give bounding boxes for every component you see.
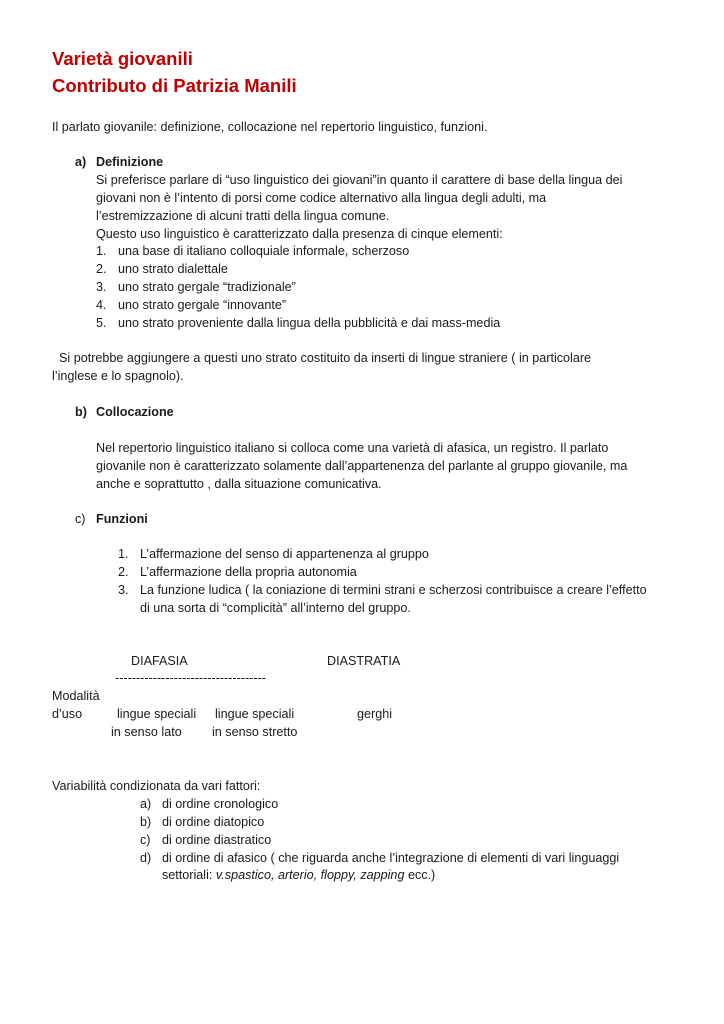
list-item-number: 1. [118, 547, 129, 561]
list-item-number: 3. [96, 280, 107, 294]
list-item-continuation: di una sorta di “complicità” all’interno del gruppo. [140, 601, 411, 615]
list-item-marker: a) [140, 797, 152, 811]
list-item-text: uno strato dialettale [118, 262, 228, 276]
list-item-text: di ordine di afasico ( che riguarda anche l’integrazione di elementi di vari linguaggi [162, 851, 620, 865]
list-item-number: 2. [96, 262, 107, 276]
diastratia-label: DIASTRATIA [327, 654, 401, 668]
list-item-text: uno strato gergale “innovante” [118, 298, 287, 312]
extra-note-line: Si potrebbe aggiungere a questi uno strato costituito da inserti di lingue straniere ( in particolare [59, 351, 592, 365]
continuation-prefix: settoriali: [162, 868, 216, 882]
duso-label: d’uso [52, 707, 83, 721]
variability-heading: Variabilità condizionata da vari fattori: [52, 779, 261, 793]
list-item-text: uno strato proveniente dalla lingua della pubblicità e dai mass-media [118, 316, 501, 330]
lingue-speciali-2: lingue speciali [215, 707, 295, 721]
list-item-text: di ordine diatopico [162, 815, 265, 829]
lingue-speciali-1: lingue speciali [117, 707, 197, 721]
section-a-marker: a) [75, 155, 87, 169]
section-b-para-line: anche e soprattutto , dalla situazione comunicativa. [96, 477, 382, 491]
list-item-number: 4. [96, 298, 107, 312]
list-item-number: 1. [96, 244, 107, 258]
list-item-number: 5. [96, 316, 107, 330]
list-item-marker: b) [140, 815, 152, 829]
section-a-para-line: Questo uso linguistico è caratterizzato dalla presenza di cinque elementi: [96, 227, 503, 241]
section-b-heading: Collocazione [96, 405, 174, 419]
section-c-heading: Funzioni [96, 512, 148, 526]
section-b-para-line: Nel repertorio linguistico italiano si colloca come una varietà di afasica, un registro. Il parlato [96, 441, 609, 455]
section-b-para-line: giovanile non è caratterizzato solamente dall’appartenenza del parlante al gruppo giovanile, ma [96, 459, 628, 473]
continuation-suffix: ecc.) [404, 868, 436, 882]
list-item-text: La funzione ludica ( la coniazione di termini strani e scherzosi contribuisce a creare l’effetto [140, 583, 647, 597]
list-item-text: di ordine cronologico [162, 797, 279, 811]
senso-stretto-label: in senso stretto [212, 725, 298, 739]
list-item-continuation [162, 867, 435, 885]
diafasia-label: DIAFASIA [131, 654, 188, 668]
intro-text: Il parlato giovanile: definizione, collocazione nel repertorio linguistico, funzioni. [52, 120, 488, 134]
title-line-1: Varietà giovanili [52, 48, 193, 69]
title-line-2: Contributo di Patrizia Manili [52, 75, 297, 96]
list-item-marker: d) [140, 851, 152, 865]
list-item-marker: c) [140, 833, 151, 847]
section-a-para-line: l’estremizzazione di alcuni tratti della lingua comune. [96, 209, 390, 223]
list-item-text: uno strato gergale “tradizionale” [118, 280, 296, 294]
section-a-heading: Definizione [96, 155, 164, 169]
list-item-number: 2. [118, 565, 129, 579]
extra-note-line: l’inglese e lo spagnolo). [52, 369, 184, 383]
senso-lato-label: in senso lato [111, 725, 182, 739]
list-item-text: L’affermazione della propria autonomia [140, 565, 357, 579]
section-c-marker: c) [75, 512, 86, 526]
gerghi-label: gerghi [357, 707, 393, 721]
dashed-rule: ------------------------------------ [115, 671, 266, 685]
list-item-text: di ordine diastratico [162, 833, 272, 847]
section-b-marker: b) [75, 405, 87, 419]
section-a-para-line: Si preferisce parlare di “uso linguistico dei giovani”in quanto il carattere di base della lingua dei [96, 173, 623, 187]
section-a-para-line: giovani non è l’intento di porsi come codice alternativo alla lingua degli adulti, ma [96, 191, 547, 205]
list-item-text: L’affermazione del senso di appartenenza al gruppo [140, 547, 429, 561]
list-item-text: una base di italiano colloquiale informale, scherzoso [118, 244, 410, 258]
modalita-label: Modalità [52, 689, 100, 703]
italic-examples: v.spastico, arterio, floppy, zapping [215, 868, 405, 882]
list-item-number: 3. [118, 583, 129, 597]
